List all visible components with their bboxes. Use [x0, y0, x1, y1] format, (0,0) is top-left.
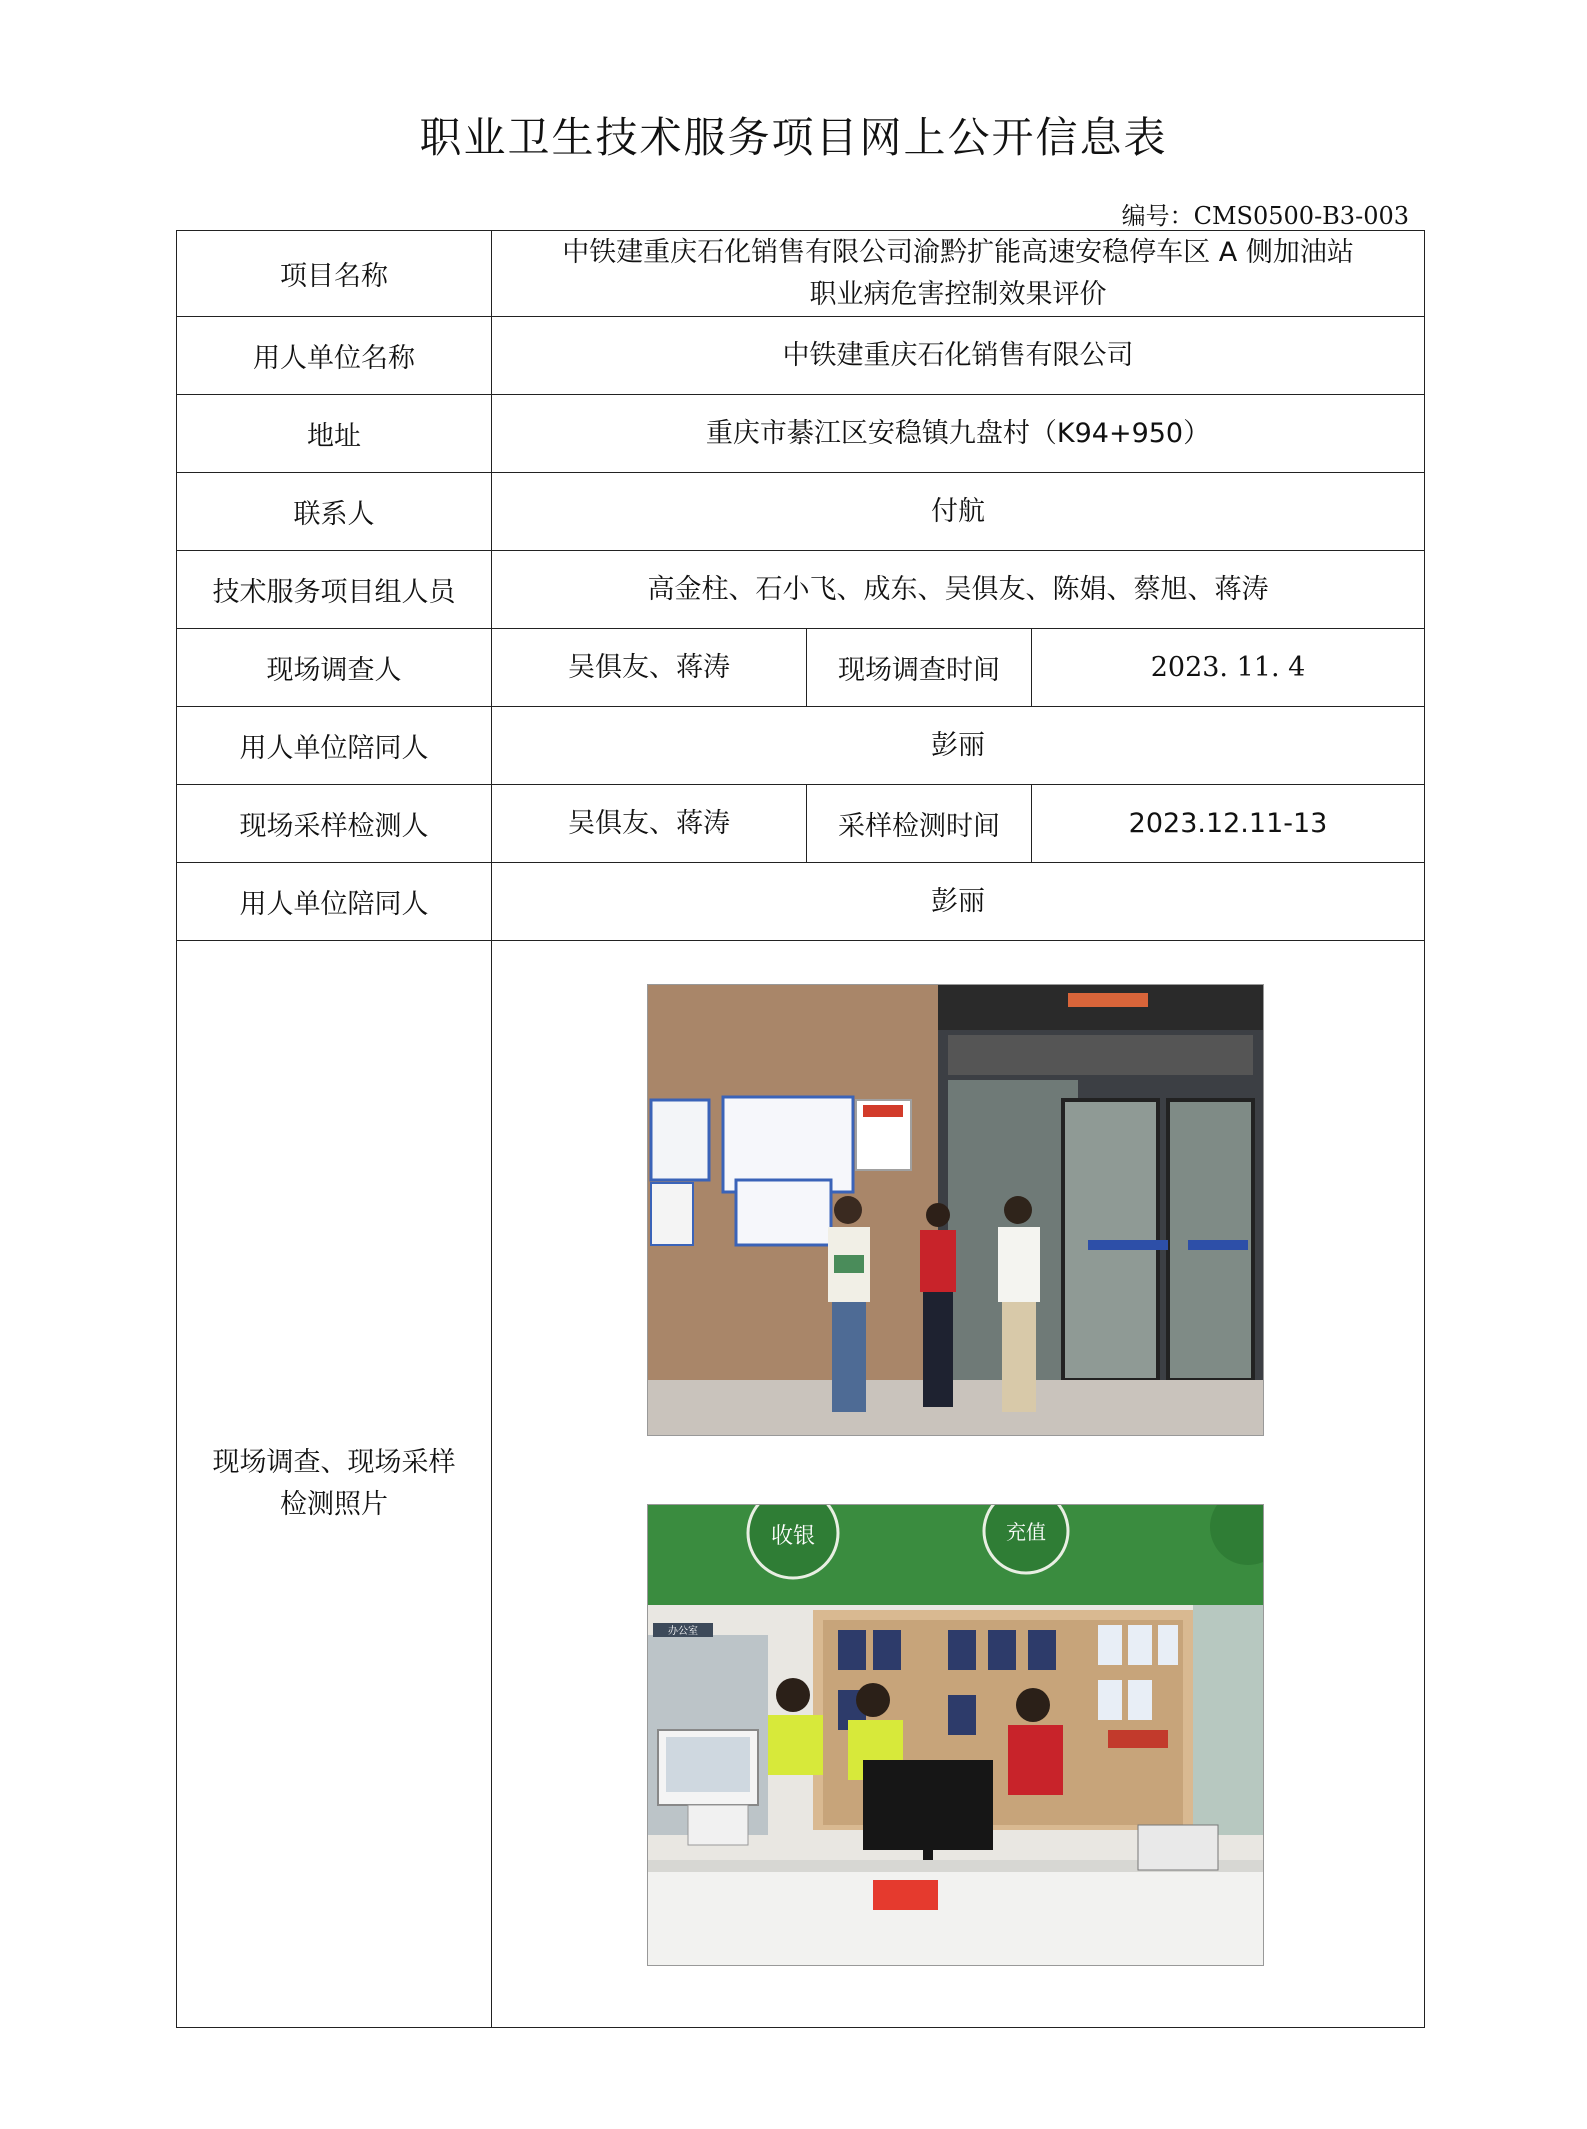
row-photos — [177, 941, 1425, 2028]
row-sampling-escort — [177, 863, 1425, 941]
address-value: 重庆市綦江区安稳镇九盘村（K94+950） — [492, 395, 1425, 473]
project-name-value — [492, 231, 1425, 317]
sampling-photo-image — [648, 1505, 1263, 1965]
project-name-line1: 中铁建重庆石化销售有限公司渝黔扩能高速安稳停车区 A 侧加油站 — [562, 236, 1354, 268]
sampling-escort-label: 用人单位陪同人 — [177, 863, 492, 941]
photos-label-text: 现场调查、现场采样检测照片 — [212, 1447, 456, 1520]
document-number: 编号：CMS0500-B3-003 — [1121, 202, 1409, 230]
sampling-photo — [647, 1504, 1264, 1966]
address-label: 地址 — [177, 395, 492, 473]
row-survey-escort — [177, 707, 1425, 785]
employer-name-value: 中铁建重庆石化销售有限公司 — [492, 317, 1425, 395]
sampling-label: 现场采样检测人 — [177, 785, 492, 863]
project-name-label: 项目名称 — [177, 231, 492, 317]
sampling-time-value: 2023.12.11-13 — [1032, 785, 1425, 863]
survey-photo — [647, 984, 1264, 1436]
info-table — [176, 230, 1425, 2028]
contact-value: 付航 — [492, 473, 1425, 551]
photos-cell — [492, 941, 1425, 2028]
sign-recharge: 充值 — [1006, 1520, 1046, 1544]
sampling-time-label: 采样检测时间 — [807, 785, 1032, 863]
row-contact — [177, 473, 1425, 551]
sign-office: 办公室 — [668, 1626, 698, 1637]
sampling-value: 吴俱友、蒋涛 — [492, 785, 807, 863]
team-label: 技术服务项目组人员 — [177, 551, 492, 629]
employer-name-label: 用人单位名称 — [177, 317, 492, 395]
survey-label: 现场调查人 — [177, 629, 492, 707]
photos-label — [177, 941, 492, 2028]
row-project-name — [177, 231, 1425, 317]
sampling-escort-value: 彭丽 — [492, 863, 1425, 941]
survey-escort-value: 彭丽 — [492, 707, 1425, 785]
contact-label: 联系人 — [177, 473, 492, 551]
survey-photo-image — [648, 985, 1263, 1435]
project-name-line2: 职业病危害控制效果评价 — [809, 278, 1107, 310]
survey-escort-label: 用人单位陪同人 — [177, 707, 492, 785]
row-sampling — [177, 785, 1425, 863]
sign-cashier: 收银 — [770, 1524, 816, 1549]
survey-value: 吴俱友、蒋涛 — [492, 629, 807, 707]
row-team — [177, 551, 1425, 629]
row-employer-name — [177, 317, 1425, 395]
page-title: 职业卫生技术服务项目网上公开信息表 — [419, 113, 1168, 162]
survey-time-value: 2023. 11. 4 — [1032, 629, 1425, 707]
row-address — [177, 395, 1425, 473]
survey-time-label: 现场调查时间 — [807, 629, 1032, 707]
row-survey — [177, 629, 1425, 707]
team-value: 高金柱、石小飞、成东、吴俱友、陈娟、蔡旭、蒋涛 — [492, 551, 1425, 629]
